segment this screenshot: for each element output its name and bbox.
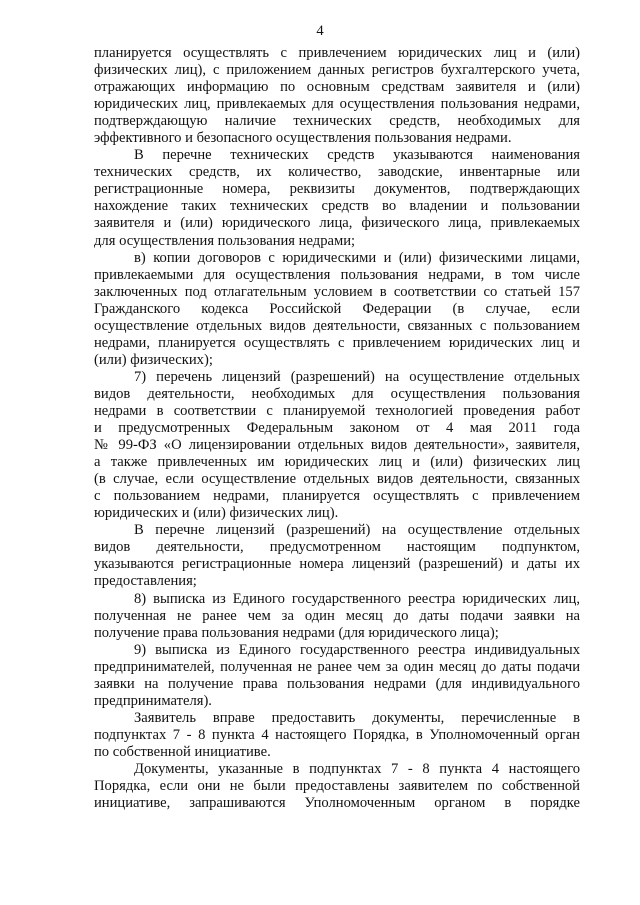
paragraph-line: 8) выписка из Единого государственного реестра юридических лиц, (134, 590, 580, 607)
paragraph-line: получение права пользования недрами (для юридического лица); (94, 624, 499, 641)
paragraph-line: заключенных под отлагательным условием в соответствии со статьей 157 (94, 283, 580, 300)
paragraph-line: инициативе, запрашиваются Уполномоченным органом в порядке (94, 795, 580, 812)
paragraph-line: планируется осуществлять с привлечением юридических лиц и (или) (94, 45, 580, 61)
paragraph-line: по собственной инициативе. (94, 743, 271, 760)
paragraph-line: подпунктах 7 - 8 пункта 4 настоящего Порядка, в Уполномоченный орган (94, 726, 580, 743)
paragraph-line: привлекаемыми для осуществления пользования недрами, в том числе (94, 266, 580, 283)
paragraph-line: Заявитель вправе предоставить документы, перечисленные в (134, 709, 580, 726)
paragraph-line: Порядка, если они не были предоставлены заявителем по собственной (94, 778, 580, 795)
paragraph-line: подтверждающую наличие технических средств, необходимых для (94, 113, 580, 130)
paragraph-line: эффективного и безопасного осуществления пользования недрами. (94, 130, 512, 147)
paragraph-line: предоставления; (94, 573, 197, 590)
paragraph-line: для осуществления пользования недрами; (94, 232, 356, 249)
paragraph-line: технических средств, их количество, заводские, инвентарные или (94, 164, 580, 181)
paragraph-line: указываются регистрационные номера лицензий (разрешений) и даты их (94, 556, 580, 573)
paragraph-line: осуществление отдельных видов деятельности, связанных с пользованием (94, 317, 580, 334)
document-body (94, 45, 580, 812)
paragraph-line: предпринимателей, полученная не ранее чем за один месяц до даты подачи (94, 658, 580, 675)
paragraph-line: 7) перечень лицензий (разрешений) на осуществление отдельных (134, 368, 580, 385)
page-number: 4 (316, 23, 324, 39)
paragraph (94, 45, 580, 147)
paragraph-line: физических лиц), с приложением данных регистров бухгалтерского учета, (94, 62, 580, 79)
paragraph-line: предпринимателя). (94, 692, 212, 709)
paragraph-line: юридических и (или) физических лиц). (94, 505, 339, 522)
paragraph-line: и предусмотренных Федеральным законом от 4 мая 2011 года (94, 420, 580, 437)
paragraph (94, 642, 580, 710)
paragraph (94, 591, 580, 642)
paragraph-line: а также привлеченных им юридических лиц и (или) физических лиц (94, 454, 580, 471)
paragraph-line: видов деятельности, предусмотренном настоящим подпунктом, (94, 539, 580, 556)
paragraph-line: регистрационные номера, реквизиты документов, подтверждающих (94, 181, 580, 198)
paragraph-line: юридических лиц, привлекаемых для осуществления пользования недрами, (94, 96, 580, 113)
paragraph (94, 522, 580, 590)
paragraph-line: В перечне технических средств указываются наименования (134, 147, 580, 164)
paragraph-line: недрами в соответствии с планируемой технологией проведения работ (94, 402, 580, 419)
paragraph-line: заявителя и (или) юридического лица, физического лица, привлекаемых (94, 215, 580, 232)
paragraph-line: отражающих информацию по основным средствам заявителя и (или) (94, 79, 580, 96)
paragraph-line: заявки на получение права пользования недрами (для индивидуального (94, 675, 580, 692)
paragraph-line: в) копии договоров с юридическими и (или) физическими лицами, (134, 249, 580, 266)
paragraph (94, 369, 580, 522)
paragraph-line: Документы, указанные в подпунктах 7 - 8 пункта 4 настоящего (134, 760, 580, 777)
paragraph-line: № 99-ФЗ «О лицензировании отдельных видов деятельности», заявителя, (94, 437, 580, 454)
paragraph-line: нахождение таких технических средств во владении и пользовании (94, 198, 580, 215)
paragraph (94, 250, 580, 369)
paragraph-line: (в случае, если осуществление отдельных видов деятельности, связанных (94, 471, 580, 488)
paragraph (94, 761, 580, 812)
paragraph-line: с пользованием недрами, планируется осуществлять с привлечением (94, 488, 580, 505)
paragraph-line: В перечне лицензий (разрешений) на осуществление отдельных (134, 522, 580, 539)
paragraph-line: видов деятельности, необходимых для осуществления пользования (94, 385, 580, 402)
paragraph-line: (или) физических); (94, 351, 213, 368)
paragraph (94, 710, 580, 761)
paragraph-line: полученная не ранее чем за один месяц до даты подачи заявки на (94, 607, 580, 624)
paragraph (94, 147, 580, 249)
paragraph-line: недрами, планируется осуществлять с привлечением юридических лиц и (94, 334, 580, 351)
paragraph-line: 9) выписка из Единого государственного реестра индивидуальных (134, 641, 580, 658)
paragraph-line: Гражданского кодекса Российской Федерации (в случае, если (94, 300, 580, 317)
